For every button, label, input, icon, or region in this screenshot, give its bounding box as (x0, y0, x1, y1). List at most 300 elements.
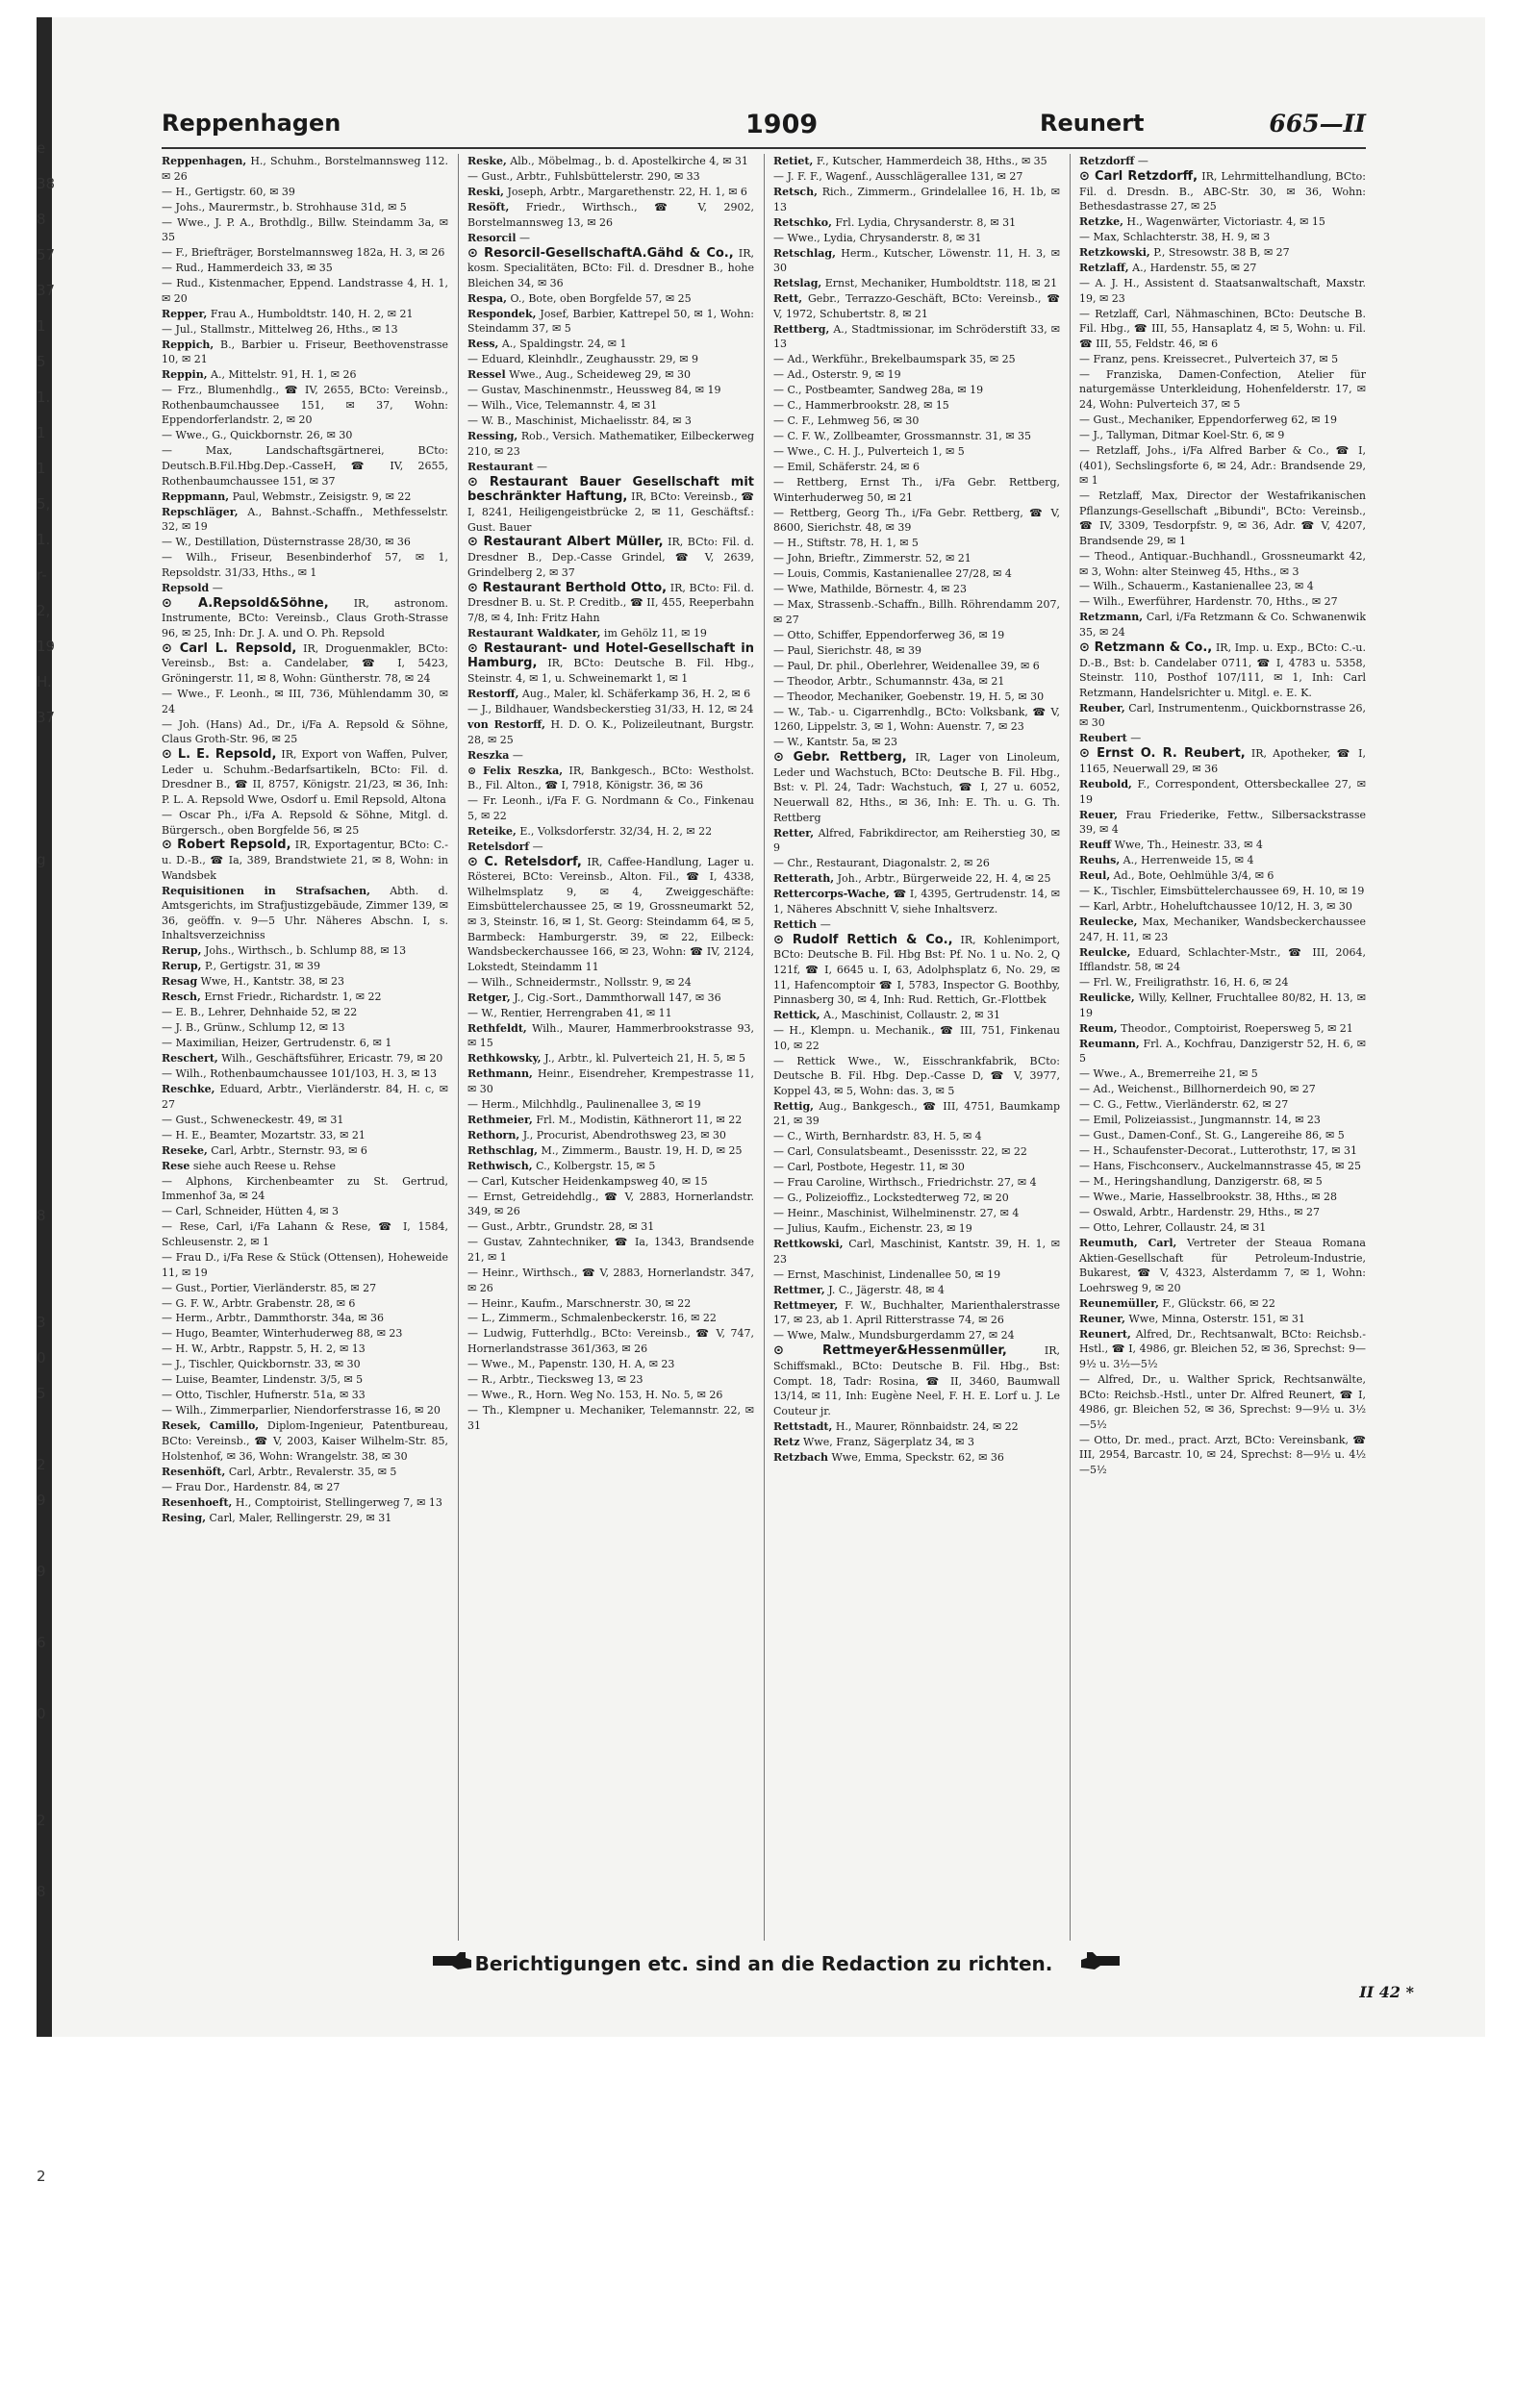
directory-entry (773, 750, 1060, 825)
entry-name: Reuer, (1079, 808, 1118, 821)
entry-text: Alb., Möbelmag., b. d. Apostelkirche 4, ✉ 31 (510, 155, 748, 167)
entry-name: Rettig, (773, 1099, 815, 1113)
margin-fragment: 1 (37, 460, 46, 477)
directory-entry (773, 398, 1060, 414)
directory-entry (773, 887, 1060, 916)
directory-entry (467, 535, 754, 580)
directory-entry (773, 597, 1060, 627)
directory-entry (1079, 610, 1366, 640)
entry-text: — (1137, 155, 1148, 167)
directory-entry (1079, 352, 1366, 367)
entry-text: — Frl. W., Freiligrathstr. 16, H. 6, ✉ 24 (1079, 976, 1289, 990)
entry-text: A., Bahnst.-Schaffn., Methfesselstr. 32, ✉ 19 (162, 505, 448, 534)
entry-text: Diplom-Ingenieur, Patentbureau, BCto: Vereinsb., ☎ V, 2003, Kaiser Wilhelm-Str. 85, Holstenhof, ✉ 36, Wohn: Wrangelstr. 38, ✉ 30 (162, 1419, 448, 1463)
entry-text: — Wwe., G., Quickbornstr. 26, ✉ 30 (162, 429, 353, 442)
entry-name: Resch, (162, 991, 201, 1004)
entry-text: Johs., Wirthsch., b. Schlump 88, ✉ 13 (204, 944, 407, 958)
entry-text: — C., Hammerbrookstr. 28, ✉ 15 (773, 399, 949, 413)
entry-text: ☎ I, 4395, Gertrudenstr. 14, ✉ 1, Näheres Abschnitt V, siehe Inhaltsverz. (773, 888, 1060, 916)
directory-entry (773, 674, 1060, 690)
entry-text: — Wilh., Vice, Telemannstr. 4, ✉ 31 (467, 399, 658, 413)
entry-text: siehe auch Reese u. Rehse (192, 1159, 337, 1172)
directory-entry (1079, 1312, 1366, 1327)
entry-text: — (212, 581, 223, 594)
margin-fragment: 2 (37, 1812, 46, 1829)
entry-text: — Wwe., R., Horn. Weg No. 153, H. No. 5, ✉ 26 (467, 1389, 723, 1402)
directory-entry (467, 398, 754, 414)
entry-name: Resag (162, 975, 198, 989)
margin-fragment (37, 1661, 60, 1696)
entry-text: — Rettberg, Ernst Th., i/Fa Gebr. Rettberg, Winterhuderweg 50, ✉ 21 (773, 476, 1060, 504)
entry-text: — Gustav, Zahntechniker, ☎ Ia, 1343, Brandsende 21, ✉ 1 (467, 1236, 754, 1264)
margin-fragment: 6 (37, 1634, 46, 1651)
directory-entry (773, 1129, 1060, 1144)
entry-text: — Ernst, Maschinist, Lindenallee 50, ✉ 19 (773, 1267, 1001, 1281)
directory-entry (1079, 853, 1366, 868)
entry-name: Retschko, (773, 215, 832, 229)
entry-text: — J. F. F., Wagenf., Ausschlägerallee 131, ✉ 27 (773, 169, 1023, 183)
entry-text: — Rettberg, Georg Th., i/Fa Gebr. Rettberg, ☎ V, 8600, Sierichstr. 48, ✉ 39 (773, 506, 1060, 535)
entry-text: — Theod., Antiquar.-Buchhandl., Grossneumarkt 42, ✉ 3, Wohn: alter Steinweg 45, Hths., ✉ 3 (1079, 549, 1366, 578)
entry-text: — Heinr., Kaufm., Marschnerstr. 30, ✉ 22 (467, 1296, 692, 1310)
margin-fragment (37, 2052, 60, 2088)
margin-fragment (37, 1020, 60, 1056)
directory-entry (773, 1450, 1060, 1466)
entry-text: — J., Tallyman, Ditmar Koel-Str. 6, ✉ 9 (1079, 428, 1285, 441)
entry-text: — A. J. H., Assistent d. Staatsanwaltschaft, Maxstr. 19, ✉ 23 (1079, 277, 1366, 305)
entry-text: — (519, 231, 531, 244)
entry-text: Carl, Maler, Rellingerstr. 29, ✉ 31 (209, 1511, 392, 1524)
column-divider (764, 154, 765, 1941)
header-year: 1909 (745, 110, 819, 139)
margin-fragment: 5 (37, 353, 46, 370)
directory-entry (1079, 169, 1366, 214)
entry-name: ⊙ Gebr. Rettberg, (773, 750, 907, 765)
directory-entry (467, 383, 754, 398)
entry-text: Frau A., Humboldtstr. 140, H. 2, ✉ 21 (210, 307, 414, 320)
directory-entry (162, 1174, 448, 1204)
entry-name: ⊙ Restaurant- und Hotel-Gesellschaft in Hamburg, (467, 640, 754, 671)
margin-fragment (37, 1056, 60, 1091)
directory-entry (1079, 1128, 1366, 1143)
entry-name: ⊙ Robert Repsold, (162, 838, 291, 853)
entry-text: — Ad., Weichenst., Billhornerdeich 90, ✉ 27 (1079, 1083, 1316, 1096)
directory-entry (162, 1311, 448, 1326)
entry-text: — Retzlaff, Max, Director der Westafrikanischen Pflanzungs-Gesellschaft „Bibundi", BCto: Vereinsb., ☎ IV, 3309, Tesdorpfstr. 9, ✉ 36, Adr. ☎ V, 4207, Brandsende 29, ✉ 1 (1079, 489, 1366, 547)
entry-name: Rettercorps-Wache, (773, 888, 890, 901)
directory-entry (773, 582, 1060, 597)
entry-name: ⊙ Retzmann & Co., (1079, 640, 1213, 656)
entry-text: A., Spaldingstr. 24, ✉ 1 (501, 338, 627, 351)
directory-entry (1079, 367, 1366, 413)
margin-fragment (37, 1732, 60, 1768)
column-3 (773, 154, 1060, 1941)
directory-entry (1079, 975, 1366, 991)
entry-name: ⊙ Restaurant Albert Müller, (467, 535, 664, 550)
directory-entry (162, 535, 448, 550)
directory-entry (467, 1174, 754, 1190)
directory-entry (773, 551, 1060, 566)
entry-text: im Gehölz 11, ✉ 19 (603, 626, 707, 640)
entry-name: Reunert, (1079, 1327, 1131, 1341)
entry-text: Ad., Bote, Oehlmühle 3/4, ✉ 6 (1113, 869, 1274, 883)
entry-name: Retschlag, (773, 246, 836, 260)
entry-text: F., Glückstr. 66, ✉ 22 (1162, 1296, 1275, 1310)
directory-entry (162, 1020, 448, 1036)
directory-entry (162, 943, 448, 959)
entry-name: Resöft, (467, 200, 510, 213)
entry-name: Resenhöft, (162, 1465, 226, 1478)
margin-fragment (37, 2017, 60, 2052)
margin-fragment (37, 1590, 60, 1625)
entry-text: — (512, 748, 523, 762)
margin-fragment: r- (37, 566, 47, 584)
entry-text: Vertreter der Steaua Romana Aktien-Gesellschaft für Petroleum-Industrie, Bukarest, ☎ V, 4323, Alsterdamm 7, ✉ 1, Wohn: Loehrsweg 9, ✉ 20 (1079, 1237, 1366, 1294)
entry-name: ⊙ Restaurant Berthold Otto, (467, 580, 668, 595)
entry-text: — Otto, Tischler, Hufnerstr. 51a, ✉ 33 (162, 1389, 366, 1402)
directory-entry (1079, 154, 1366, 169)
entry-name: ⊙ Felix Reszka, (467, 764, 564, 777)
directory-entry (773, 185, 1060, 214)
entry-text: — W., Tab.- u. Cigarrenhdlg., BCto: Volksbank, ☎ V, 1260, Lippelstr. 3, ✉ 1, Wohn: Auenstr. 7, ✉ 23 (773, 705, 1060, 734)
directory-entry (162, 1296, 448, 1312)
directory-entry (467, 1113, 754, 1128)
margin-fragment (37, 2195, 60, 2230)
directory-entry (162, 307, 448, 322)
entry-name: Rettich (773, 917, 818, 931)
margin-fragment: 8 (37, 1883, 46, 1900)
directory-entry (467, 460, 754, 475)
entry-name: Rettick, (773, 1009, 820, 1022)
entry-name: Rethfeldt, (467, 1021, 527, 1035)
directory-entry (162, 884, 448, 943)
entry-name: Ressel (467, 368, 506, 382)
entry-text: A., Herrenweide 15, ✉ 4 (1123, 854, 1254, 867)
directory-entry (162, 443, 448, 489)
entry-name: Rese (162, 1159, 190, 1172)
entry-name: Reumann, (1079, 1037, 1140, 1050)
directory-entry (162, 428, 448, 443)
entry-name: Retzlaff, (1079, 262, 1129, 275)
directory-entry (1079, 1433, 1366, 1478)
directory-entry (773, 1023, 1060, 1053)
directory-entry (773, 1160, 1060, 1175)
directory-entry (162, 1159, 448, 1174)
directory-entry (467, 185, 754, 200)
entry-text: — Th., Klempner u. Mechaniker, Telemannstr. 22, ✉ 31 (467, 1404, 754, 1432)
entry-text: Heinr., Eisendreher, Krempestrasse 11, ✉ 30 (467, 1067, 754, 1095)
entry-name: Reppenhagen, (162, 155, 247, 167)
directory-entry (467, 991, 754, 1006)
entry-text: — Wwe., Marie, Hasselbrookstr. 38, Hths., ✉ 28 (1079, 1191, 1338, 1204)
directory-entry (1079, 1113, 1366, 1128)
entry-text: IR, Lehrmittelhandlung, BCto: Fil. d. Dresdn. B., ABC-Str. 30, ✉ 36, Wohn: Bethesdastrasse 27, ✉ 25 (1079, 169, 1366, 213)
directory-entry (162, 747, 448, 807)
directory-entry (773, 1144, 1060, 1160)
entry-name: Reubert (1079, 732, 1127, 745)
directory-entry (162, 1219, 448, 1249)
directory-entry (773, 856, 1060, 871)
entry-name: ⊙ Carl L. Repsold, (162, 640, 297, 656)
margin-fragment: 38 (37, 175, 56, 192)
directory-entry (467, 717, 754, 747)
directory-entry (1079, 214, 1366, 230)
entry-text: A., Mittelstr. 91, H. 1, ✉ 26 (211, 368, 357, 382)
entry-name: Retter, (773, 826, 815, 840)
entry-text: Eduard, Arbtr., Vierländerstr. 84, H. c, ✉ 27 (162, 1083, 448, 1111)
entry-name: Reske, (467, 155, 507, 167)
entry-text: J., Cig.-Sort., Dammthorwall 147, ✉ 36 (514, 991, 721, 1004)
entry-text: — Frz., Blumenhdlg., ☎ IV, 2655, BCto: Vereinsb., Rothenbaumchaussee 151, ✉ 37, Wohn: Eppendorferlandstr. 2, ✉ 20 (162, 384, 448, 427)
directory-entry (162, 261, 448, 276)
directory-entry (773, 1237, 1060, 1267)
margin-fragment (37, 1269, 60, 1305)
margin-fragment (37, 2230, 60, 2266)
entry-name: ⊙ Ernst O. R. Reubert, (1079, 746, 1246, 762)
directory-entry (773, 536, 1060, 551)
directory-entry (1079, 1236, 1366, 1295)
directory-entry (162, 1113, 448, 1128)
entry-name: Reteike, (467, 824, 517, 838)
entry-text: IR, Imp. u. Exp., BCto: C.-u. D.-B., Bst: b. Candelaber 0711, ☎ I, 4783 u. 5358, Steinstr. 110, Posthof 107/111, ✉ 1, Inh: Carl Retzmann, Handelsrichter u. Mitgl. e. E. K. (1079, 641, 1366, 699)
entry-text: Gebr., Terrazzo-Geschäft, BCto: Vereinsb., ☎ V, 1972, Schubertstr. 8, ✉ 21 (773, 292, 1060, 320)
entry-text: Carl, Arbtr., Sternstr. 93, ✉ 6 (211, 1143, 367, 1157)
entry-name: Retzke, (1079, 215, 1123, 229)
entry-text: M., Zimmerm., Baustr. 19, H. D, ✉ 25 (541, 1143, 743, 1157)
entry-text: — Theodor, Mechaniker, Goebenstr. 19, H. 5, ✉ 30 (773, 690, 1045, 703)
entry-name: Rerup, (162, 944, 202, 958)
margin-fragment: 8 (37, 211, 46, 228)
margin-fragment (37, 771, 60, 807)
directory-entry (773, 735, 1060, 750)
margin-fragment: 9 (37, 1492, 46, 1509)
entry-text: — Rud., Kistenmacher, Eppend. Landstrasse 4, H. 1, ✉ 20 (162, 277, 448, 305)
margin-fragment (37, 2372, 60, 2408)
directory-entry (773, 628, 1060, 643)
entry-text: — Max, Strassenb.-Schaffn., Billh. Röhrendamm 207, ✉ 27 (773, 598, 1060, 626)
entry-name: Restaurant (467, 460, 534, 473)
entry-text: — G., Polizeioffiz., Lockstedterweg 72, ✉ 20 (773, 1191, 1009, 1205)
entry-name: Reschert, (162, 1052, 218, 1066)
directory-entry (162, 1143, 448, 1159)
entry-text: IR, BCto: Vereinsb., ☎ I, 8241, Heiligengeistbrücke 2, ✉ 11, Geschäftsf.: Gust. Bauer (467, 490, 754, 534)
directory-entry (162, 245, 448, 261)
entry-name: Reulicke, (1079, 991, 1135, 1005)
entry-text: Paul, Webmstr., Zeisigstr. 9, ✉ 22 (232, 489, 412, 503)
entry-name: Rett, (773, 292, 803, 306)
entry-name: Ress, (467, 338, 499, 351)
directory-entry (467, 337, 754, 352)
entry-name: Requisitionen in Strafsachen, (162, 884, 370, 897)
entry-text: — (537, 460, 548, 473)
entry-name: Resorcil (467, 231, 517, 244)
directory-entry (467, 1403, 754, 1433)
entry-text: — Gust., Portier, Vierländerstr. 85, ✉ 27 (162, 1281, 377, 1294)
entry-name: Respa, (467, 291, 507, 305)
directory-entry (773, 690, 1060, 705)
entry-text: A., Hardenstr. 55, ✉ 27 (1132, 262, 1257, 275)
entry-text: IR, BCto: Fil. d. Dresdner B. u. St. P. Creditb., ☎ II, 455, Reeperbahn 7/8, ✉ 4, Inh: Fritz Hahn (467, 581, 754, 624)
entry-name: Rettmer, (773, 1283, 825, 1296)
directory-entry (467, 1296, 754, 1312)
directory-entry (773, 871, 1060, 887)
entry-text: — Alfred, Dr., u. Walther Sprick, Rechtsanwälte, BCto: Reichsb.-Hstl., unter Dr. Alfred Reunert, ☎ I, 4986, gr. Bleichen 52, ✉ 36, Sprechst: 9—9½ u. 3½—5½ (1079, 1373, 1366, 1431)
entry-text: — W. B., Maschinist, Michaelisstr. 84, ✉ 3 (467, 414, 692, 428)
entry-text: — Carl, Schneider, Hütten 4, ✉ 3 (162, 1205, 340, 1218)
directory-entry (1079, 1220, 1366, 1236)
directory-entry (773, 154, 1060, 169)
margin-fragment: 3 (37, 1314, 46, 1331)
margin-fragment: 1. (37, 531, 51, 548)
entry-text: H. D. O. K., Polizeileutnant, Burgstr. 28, ✉ 25 (467, 717, 754, 746)
directory-entry (162, 959, 448, 974)
entry-text: — Gust., Damen-Conf., St. G., Langereihe 86, ✉ 5 (1079, 1129, 1345, 1142)
directory-entry (773, 1283, 1060, 1298)
entry-text: — Gust., Arbtr., Fuhlsbüttelerstr. 290, ✉ 33 (467, 169, 700, 183)
entry-text: — F., Briefträger, Borstelmannsweg 182a, H. 3, ✉ 26 (162, 246, 445, 260)
directory-entry (1079, 991, 1366, 1020)
entry-text: Wwe, Franz, Sägerplatz 34, ✉ 3 (802, 1435, 974, 1448)
directory-entry (773, 444, 1060, 460)
entry-text: Wwe., Aug., Scheideweg 29, ✉ 30 (509, 368, 692, 382)
entry-text: — G. F. W., Arbtr. Grabenstr. 28, ✉ 6 (162, 1296, 356, 1310)
margin-fragment: 0 (37, 1349, 46, 1367)
entry-text: — Gust., Schweneckestr. 49, ✉ 31 (162, 1113, 344, 1126)
directory-entry (467, 1388, 754, 1403)
entry-text: — E. B., Lehrer, Dehnhaide 52, ✉ 22 (162, 1006, 358, 1019)
directory-entry (162, 505, 448, 535)
entry-text: — Joh. (Hans) Ad., Dr., i/Fa A. Repsold & Söhne, Claus Groth-Str. 96, ✉ 25 (162, 717, 448, 746)
entry-text: — Wwe., C. H. J., Pulverteich 1, ✉ 5 (773, 445, 965, 459)
entry-name: Repschläger, (162, 505, 239, 518)
directory-entry (467, 367, 754, 383)
entry-text: IR, Kohlenimport, BCto: Deutsche B. Fil. Hbg Bst: Pf. No. 1 u. No. 2, Q 121f, ☎ I, 6645 u. I, 63, Adolphsplatz 6, No. 29, ✉ 11, Hafencomptoir ☎ I, 5783, Inspector G. Boothby, Pinnasberg 30, ✉ 4, Inh: Rud. Rettich, Gr.-Flottbek (773, 933, 1060, 1007)
entry-text: Eduard, Schlachter-Mstr., ☎ III, 2064, Ifflandstr. 58, ✉ 24 (1079, 945, 1366, 974)
directory-entry (162, 641, 448, 687)
entry-name: Resek, Camillo, (162, 1419, 260, 1433)
directory-entry (1079, 276, 1366, 306)
entry-text: — (532, 840, 543, 853)
directory-entry (1079, 777, 1366, 807)
directory-entry (773, 1328, 1060, 1343)
entry-name: Reseke, (162, 1143, 208, 1157)
directory-entry (773, 933, 1060, 1008)
directory-entry (467, 840, 754, 855)
directory-entry (162, 1480, 448, 1495)
entry-text: — Julius, Kaufm., Eichenstr. 23, ✉ 19 (773, 1222, 972, 1236)
entry-text: — Gust., Mechaniker, Eppendorferweg 62, ✉ 19 (1079, 414, 1337, 426)
directory-entry (162, 276, 448, 306)
margin-fragment (37, 1412, 60, 1447)
margin-fragment: 1 (37, 317, 46, 335)
column-4 (1079, 154, 1366, 1941)
directory-entry (467, 307, 754, 337)
entry-name: Repsold (162, 581, 210, 594)
entry-name: Rethkowsky, (467, 1052, 542, 1066)
entry-name: ⊙ L. E. Repsold, (162, 747, 277, 763)
entry-text: Ernst Friedr., Richardstr. 1, ✉ 22 (204, 991, 382, 1004)
column-1 (162, 154, 448, 1941)
entry-text: Frl. Lydia, Chrysanderstr. 8, ✉ 31 (835, 215, 1017, 229)
entry-text: — C. F. W., Zollbeamter, Grossmannstr. 31, ✉ 35 (773, 430, 1032, 443)
directory-entry (773, 506, 1060, 536)
entry-text: P., Stresowstr. 38 B, ✉ 27 (1153, 246, 1290, 260)
entry-text: Wilh., Maurer, Hammerbrookstrasse 93, ✉ 15 (467, 1021, 754, 1050)
directory-entry (1079, 899, 1366, 915)
entry-text: H., Comptoirist, Stellingerweg 7, ✉ 13 (235, 1495, 442, 1509)
entry-text: — Frau D., i/Fa Rese & Stück (Ottensen), Hoheweide 11, ✉ 19 (162, 1250, 448, 1279)
directory-entry (1079, 1190, 1366, 1205)
directory-entry (162, 200, 448, 215)
directory-entry (1079, 1082, 1366, 1097)
entry-name: Reschke, (162, 1083, 215, 1096)
directory-entry (1079, 884, 1366, 899)
entry-name: Respondek, (467, 307, 537, 320)
entry-name: Retger, (467, 991, 511, 1004)
entry-text: — Retzlaff, Johs., i/Fa Alfred Barber & Co., ☎ I, (401), Sechslingsforte 6, ✉ 24, Adr.: Brandsende 29, ✉ 1 (1079, 443, 1366, 488)
directory-entry (773, 705, 1060, 735)
entry-text: — Oswald, Arbtr., Hardenstr. 29, Hths., ✉ 27 (1079, 1206, 1320, 1219)
directory-entry (162, 1281, 448, 1296)
directory-entry (773, 276, 1060, 291)
directory-entry (773, 1267, 1060, 1283)
directory-entry (467, 1266, 754, 1295)
directory-entry (773, 1419, 1060, 1435)
entry-text: — Ernst, Getreidehdlg., ☎ V, 2883, Hornerlandstr. 349, ✉ 26 (467, 1190, 754, 1218)
directory-entry (467, 702, 754, 717)
entry-text: — Gust., Arbtr., Grundstr. 28, ✉ 31 (467, 1220, 655, 1234)
entry-name: Restorff, (467, 687, 519, 700)
directory-entry (467, 1357, 754, 1372)
directory-entry (1079, 838, 1366, 853)
directory-entry (773, 383, 1060, 398)
entry-text: J., Procurist, Abendrothsweg 23, ✉ 30 (522, 1128, 726, 1141)
directory-entry (467, 1190, 754, 1219)
entry-text: — Herm., Arbtr., Dammthorstr. 34a, ✉ 36 (162, 1312, 384, 1325)
directory-entry (1079, 701, 1366, 731)
entry-text: — (820, 917, 831, 931)
entry-text: IR, BCto: Fil. d. Dresdner B., Dep.-Casse Grindel, ☎ V, 2639, Grindelberg 2, ✉ 37 (467, 536, 754, 579)
directory-entry (162, 1388, 448, 1403)
entry-text: — C., Postbeamter, Sandweg 28a, ✉ 19 (773, 384, 984, 397)
entry-text: — Rese, Carl, i/Fa Lahann & Rese, ☎ I, 1584, Schleusenstr. 2, ✉ 1 (162, 1220, 448, 1248)
directory-entry (773, 322, 1060, 352)
directory-entry (1079, 640, 1366, 700)
entry-text: — Wwe., J. P. A., Brothdlg., Billw. Steindamm 3a, ✉ 35 (162, 215, 448, 244)
directory-entry (162, 808, 448, 838)
directory-entry (467, 1143, 754, 1159)
entry-text: Alfred, Dr., Rechtsanwalt, BCto: Reichsb.-Hstl., ☎ I, 4986, gr. Bleichen 52, ✉ 36, Sprechst: 9—9½ u. 3½—5½ (1079, 1327, 1366, 1371)
margin-fragment: 1 (37, 424, 46, 441)
directory-entry (1079, 945, 1366, 975)
entry-text: — H., Stiftstr. 78, H. 1, ✉ 5 (773, 537, 919, 550)
entry-text: — Emil, Polizeiassist., Jungmannstr. 14, ✉ 23 (1079, 1114, 1321, 1127)
directory-entry (162, 1357, 448, 1372)
entry-text: — Wwe, Mathilde, Börnestr. 4, ✉ 23 (773, 583, 967, 596)
entry-text: Theodor., Comptoirist, Roepersweg 5, ✉ 21 (1121, 1021, 1353, 1035)
directory-entry (1079, 1037, 1366, 1066)
entry-name: Rettberg, (773, 322, 830, 336)
directory-entry (162, 1250, 448, 1280)
directory-entry (467, 475, 754, 535)
directory-entry (1079, 1327, 1366, 1372)
margin-fragment (37, 1091, 60, 1127)
directory-entry (1079, 594, 1366, 610)
entry-text: — Otto, Lehrer, Collaustr. 24, ✉ 31 (1079, 1221, 1267, 1235)
entry-text: Friedr., Wirthsch., ☎ V, 2902, Borstelmannsweg 13, ✉ 26 (467, 200, 754, 229)
directory-entry (467, 429, 754, 459)
directory-entry (467, 1326, 754, 1356)
